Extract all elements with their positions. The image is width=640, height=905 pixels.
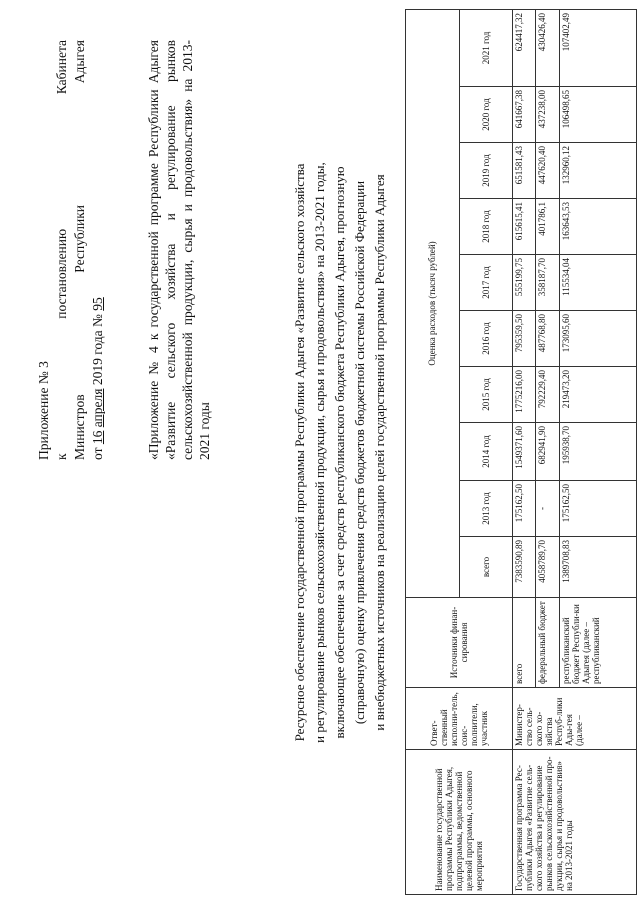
title-line: включающее обеспечение за счет средств республиканского бюджета Республики Адыгея, прогнозную	[332, 166, 347, 739]
appendix-3-line-2	[53, 40, 71, 460]
value-cell: 7383590,89	[513, 537, 536, 598]
value-cell: 107402,49	[559, 9, 636, 86]
appendix-3-word: Министров	[72, 394, 87, 460]
appendix-3-heading: Приложение № 3	[36, 361, 51, 460]
appendix-3-word: Адыгея	[72, 40, 87, 84]
value-cell: 615615,41	[513, 199, 536, 255]
value-cell: -	[536, 481, 559, 537]
value-cell: 195938,70	[559, 423, 636, 481]
value-cell: 132960,12	[559, 143, 636, 199]
value-cell: 1389708,83	[559, 537, 636, 598]
resolution-day: 16	[90, 430, 105, 445]
header-year: 2015 год	[459, 367, 513, 423]
value-cell: 401786,1	[536, 199, 559, 255]
appendix-3-word: к	[54, 453, 69, 460]
header-source: Источники финан-сирования	[406, 598, 513, 688]
document-title	[290, 20, 390, 885]
header-year: 2019 год	[459, 143, 513, 199]
value-cell: 1775216,00	[513, 367, 536, 423]
value-cell: 624417,32	[513, 9, 536, 86]
appendix-3-date-line	[89, 40, 107, 460]
title-line: (справочную) оценку привлечения средств бюджетов бюджетной системы Российской Федерации	[352, 180, 367, 725]
value-cell: 682941,90	[536, 423, 559, 481]
appendix-3-word: от	[90, 447, 105, 460]
appendix-3-word: 2019 года №	[90, 314, 105, 386]
value-cell: 795359,50	[513, 311, 536, 367]
header-responsible: Ответ-ственный исполни-тель, соис-полнители, участник	[406, 688, 513, 750]
program-name-cell: Государственная программа Рес-публики Адыгея «Развитие сель-ского хозяйства и регулирование рынков сельскохозяйственной про-дукции, сырья и продовольствия» на 2013-2021 годы	[513, 750, 637, 895]
title-line: Ресурсное обеспечение государственной программы Республики Адыгея «Развитие сельского хозяйства	[292, 163, 307, 742]
value-cell: 219473,20	[559, 367, 636, 423]
responsible-cell: Министер-ство сель-ского хо-зяйства Респуб-лики Ады-гея (далее –	[513, 688, 637, 750]
header-year: 2014 год	[459, 423, 513, 481]
header-row	[406, 9, 460, 894]
table-row	[513, 9, 536, 894]
header-program-name: Наименование государственной программы Республики Адыгея, подпрограммы, ведомственной целевой программы, основного мероприятия	[406, 750, 513, 895]
source-cell: республиканский бюджет Республи-ки Адыгея (далее – республиканский	[559, 598, 636, 688]
value-cell: 1549371,60	[513, 423, 536, 481]
source-cell: всего	[513, 598, 536, 688]
header-year: 2013 год	[459, 481, 513, 537]
value-cell: 106498,65	[559, 87, 636, 143]
appendix-3-word: постановлению	[54, 228, 69, 319]
resolution-month: апреля	[90, 388, 105, 428]
value-cell: 115534,04	[559, 255, 636, 311]
appendix-4-block	[145, 40, 213, 460]
value-cell: 175162,50	[513, 481, 536, 537]
appendix-3-line-3	[71, 40, 89, 460]
title-line: и регулирование рынков сельскохозяйственной продукции, сырья и продовольствия» на 2013-2021 годы,	[312, 162, 327, 743]
value-cell: 173095,60	[559, 311, 636, 367]
header-total: всего	[459, 537, 513, 598]
value-cell: 641667,38	[513, 87, 536, 143]
value-cell: 447620,40	[536, 143, 559, 199]
value-cell: 430426,40	[536, 9, 559, 86]
resolution-number: 95	[90, 297, 105, 311]
header-year: 2018 год	[459, 199, 513, 255]
value-cell: 555199,75	[513, 255, 536, 311]
header-estimate: Оценка расходов (тысяч рублей)	[406, 9, 460, 597]
appendix-4-text: «Приложение № 4 к государственной программе Республики Адыгея «Развитие сельского хозяйства и регулирование рынков сельскохозяйственной продукции, сырья и продовольствия» на 2013-2021 годы	[146, 40, 212, 460]
value-cell: 437238,00	[536, 87, 559, 143]
value-cell: 487768,80	[536, 311, 559, 367]
header-year: 2020 год	[459, 87, 513, 143]
header-year: 2017 год	[459, 255, 513, 311]
appendix-3-block	[35, 40, 107, 460]
value-cell: 4058789,70	[536, 537, 559, 598]
value-cell: 358187,70	[536, 255, 559, 311]
value-cell: 175162,50	[559, 481, 636, 537]
value-cell: 651581,43	[513, 143, 536, 199]
source-cell: федеральный бюджет	[536, 598, 559, 688]
value-cell: 163643,53	[559, 199, 636, 255]
title-line: и внебюджетных источников на реализацию целей государственной программы Республики Адыгея	[372, 174, 387, 731]
value-cell: 792229,40	[536, 367, 559, 423]
appendix-3-word: Республики	[72, 204, 87, 273]
resource-table	[405, 9, 637, 895]
header-year: 2021 год	[459, 9, 513, 86]
header-year: 2016 год	[459, 311, 513, 367]
appendix-3-word: Кабинета	[54, 39, 69, 95]
